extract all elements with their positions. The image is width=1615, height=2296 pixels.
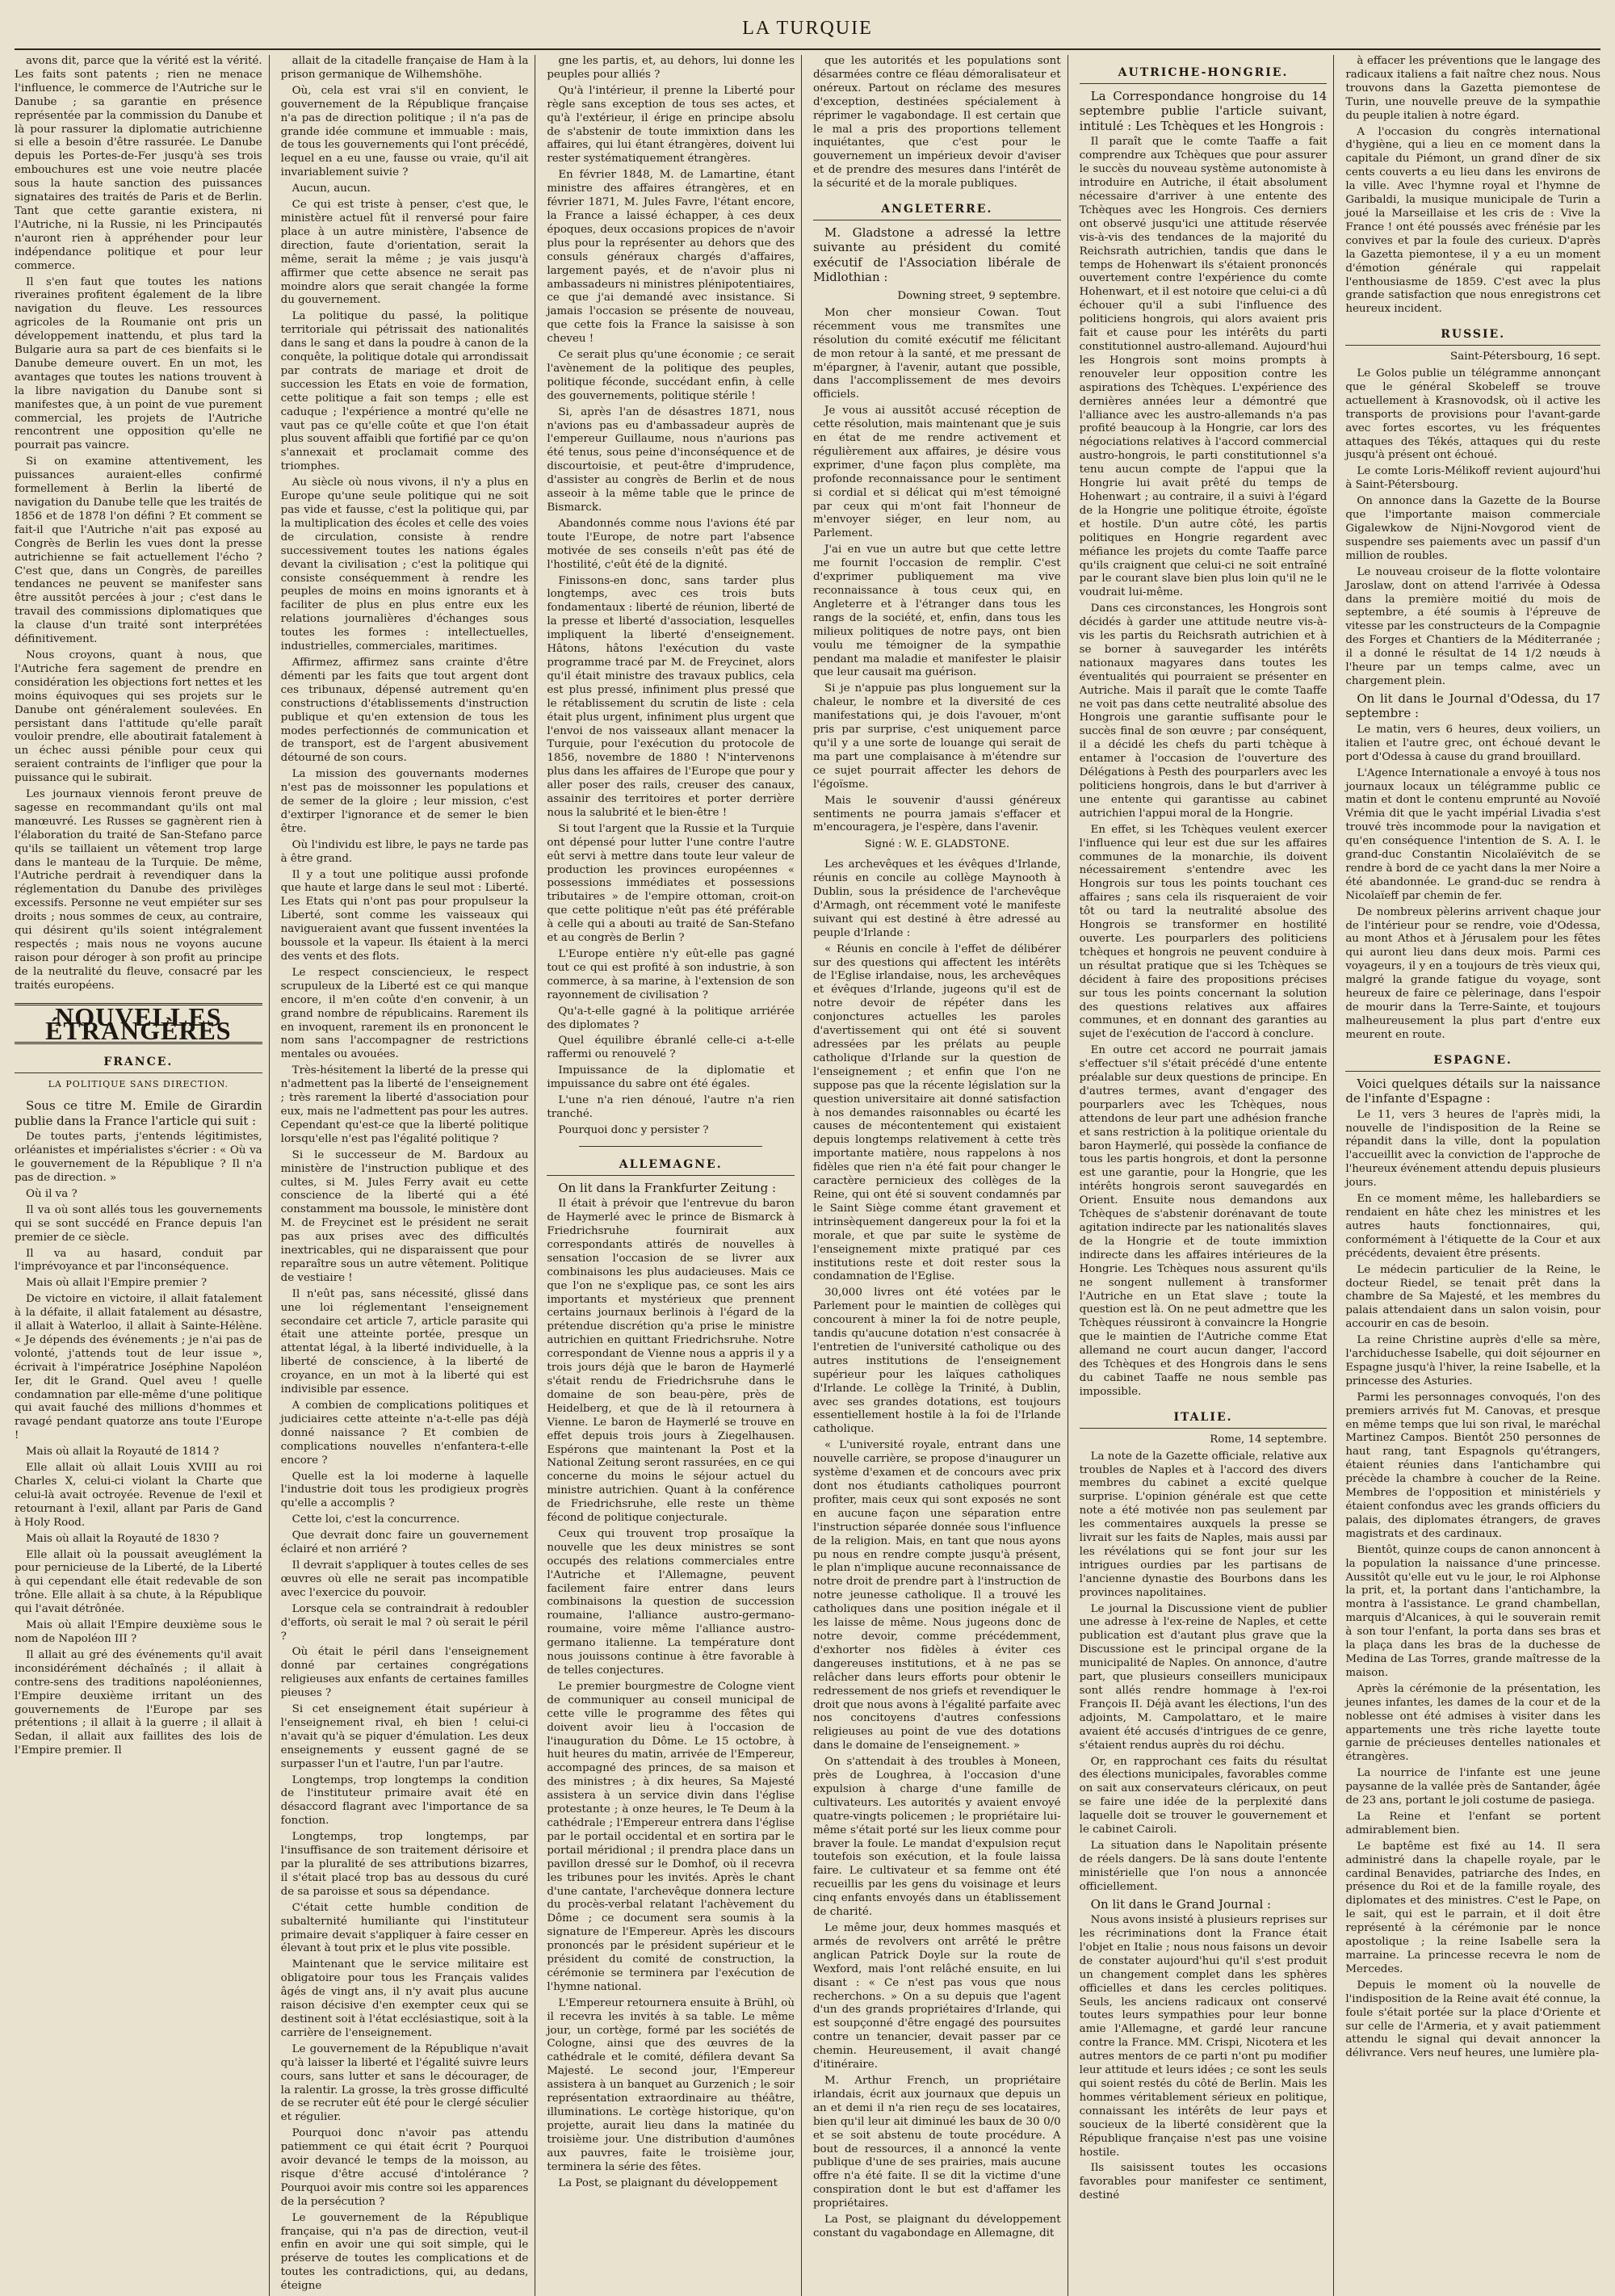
article-paragraph: C'était cette humble condition de subalternité humiliante qui l'instituteur primaire devait s'appliquer à faire cesser en élevant à tout prix et le plus vite possible.	[280, 1901, 529, 1955]
article-paragraph: Il allait au gré des événements qu'il avait inconsidérément déchaînés ; il allait à contre-sens des traditions napoléoniennes, l'Empire deuxième irritant un des gouvernements de l'Europe par ses prétentions ; il allait à la guerre ; il allait à Sedan, il allait aux faillites des lois de l'Empire premier. Il	[15, 1648, 262, 1757]
article-paragraph: En outre cet accord ne pourrait jamais s'effectuer s'il s'était précédé d'une entente préalable sur deux questions de principe. En d'autres termes, avant d'engager des pourparlers avec les Tchèques, nous attendons de leur part une adhésion franche et sans restriction à la politique orientale du baron Haymerlé, qui possède la confiance de tous les partis hongrois, et dont la personne est une garantie, pour la Hongrie, que les intérêts hongrois seront sauvegardés en Orient. Ensuite nous demandons aux Tchèques de s'abstenir dorénavant de toute agitation indirecte par les nationalités slaves de la Hongrie et de toute immixtion indirecte dans les affaires intérieures de la Hongrie. Les Tchèques nous assurent qu'ils ne songent nullement à transformer l'Autriche en un Etat slave ; toute la question est là. On ne peut admettre que les Tchèques réussiront à convaincre la Hongrie que le maintien de l'Autriche comme Etat allemand ne court aucun danger, l'accord des Tchèques et des Hongrois dans le sens du cabinet Taaffe ne nous semble pas impossible.	[1079, 1044, 1328, 1398]
article-paragraph: La note de la Gazette officiale, relative aux troubles de Naples et à l'accord des divers membres du cabinet a excité quelque surprise. L'opinion générale est que cette note a été motivée non pas seulement par les commentaires auxquels la presse se livrait sur les faits de Naples, mais aussi par les révélations qui se font jour sur les intrigues ourdies par les partisans de l'ancienne dynastie des Bourbons dans les provinces napolitaines.	[1079, 1450, 1328, 1599]
article-paragraph: L'Empereur retournera ensuite à Brühl, où il recevra les invités à sa table. Le même jour, un cortège, formé par les sociétés de Cologne, ainsi que des œuvres de la cathédrale et le comité, défilera devant Sa Majesté. Le second jour, l'Empereur assistera à un banquet au Gurzenich ; le soir représentation extraordinaire au théâtre, illuminations. Le cortège historique, qu'on projette, aurait lieu dans la matinée du troisième jour. Une distribution d'aumônes aux pauvres, faite le troisième jour, terminera la série des fêtes.	[547, 1996, 795, 2173]
article-paragraph: Il n'eût pas, sans nécessité, glissé dans une loi réglementant l'enseignement secondaire cet article 7, article parasite qui était une atteinte portée, presque un attentat légal, à la liberté individuelle, à la liberté de conscience, à la liberté de croyance, en un mot à la liberté qui est indivisible par essence.	[280, 1287, 529, 1396]
article-paragraph: Si, après l'an de désastres 1871, nous n'avions pas eu d'ambassadeur auprès de l'empereur Guillaume, nous n'aurions pas été tenus, sous peine d'inconséquence et de discourtoisie, et peut-être d'imprudence, d'assister au congrès de Berlin et de nous asseoir à la même table que le prince de Bismarck.	[547, 405, 795, 514]
article-paragraph: Si cet enseignement était supérieur à l'enseignement rival, eh bien ! celui-ci n'avait qu'à se piquer d'émulation. Les deux enseignements y eussent gagné de se surpasser l'un et l'autre, l'un par l'autre.	[280, 1703, 529, 1770]
article-paragraph: On s'attendait à des troubles à Moneen, près de Loughrea, à l'occasion d'une expulsion à charge d'une famille de cultivateurs. Les autorités y avaient envoyé quatre-vingts policemen ; le propriétaire lui-même s'était porté sur les lieux comme pour braver la foule. Le mandat d'expulsion reçut toutefois son exécution, et la foule laissa faire. Le cultivateur et sa femme ont été recueillis par les gens du voisinage et leurs cinq enfants envoyés dans un établissement de charité.	[812, 1756, 1061, 1919]
column-6	[1345, 55, 1600, 2296]
article-paragraph: Maintenant que le service militaire est obligatoire pour tous les Français valides âgés de vingt ans, il n'y avait plus aucune raison décisive d'en exempter ceux qui se destinent soit à l'état ecclésiastique, soit à la carrière de l'enseignement.	[280, 1958, 529, 2039]
article-paragraph: Nous avons insisté à plusieurs reprises sur les récriminations dont la France était l'objet en Italie ; nous nous faisons un devoir de constater aujourd'hui qu'il s'est produit un changement complet dans les sphères officielles et dans les cercles politiques. Seuls, les anciens radicaux ont conservé toutes leurs sympathies pour leur bonne amie l'Allemagne, et gardé leur rancune contre la France. MM. Crispi, Nicotera et les autres mentors de ce parti n'ont pu modifier leur attitude et leurs idées ; ce sont les seuls qui soient restés du côté de Berlin. Mais les hommes véritablement sérieux en politique, connaissant les intérêts de leur pays et soucieux de la liberté considèrent que la République française n'est pas une voisine hostile.	[1079, 1914, 1328, 2159]
article-paragraph: Affirmez, affirmez sans crainte d'être démenti par les faits que tout argent dont ces tribunaux, dépensé autrement qu'en constructions d'établissements d'instruction publique et qu'en extension de tous les modes perfectionnés de communication et de transport, est de l'argent abusivement détourné de son cours.	[280, 656, 529, 765]
article-paragraph: Le médecin particulier de la Reine, le docteur Riedel, se tenait prêt dans la chambre de Sa Majesté, et les membres du palais attendaient dans un salon voisin, pour accourir en cas de besoin.	[1345, 1263, 1600, 1331]
article-paragraph: Où était le péril dans l'enseignement donné par certaines congrégations religieuses aux enfants de certaines familles pieuses ?	[280, 1646, 529, 1700]
article-paragraph: Elle allait où la poussait aveuglément la pour pernicieuse de la Liberté, de la Liberté à qui cependant elle était redevable de son trône. Elle allait à sa chute, à la République qui l'avait détrônée.	[15, 1548, 262, 1616]
section-heading-russie: RUSSIE.	[1345, 328, 1600, 346]
article-paragraph: La politique du passé, la politique territoriale qui pétrissait des nationalités dans le sang et dans la poudre à canon de la conquête, la politique dotale qui arrondissait par contrats de mariage et droit de succession les Etats en voie de formation, cette politique a fait son temps ; elle est caduque ; l'expérience a montré qu'elle ne vaut pas ce qu'elle coûte et que l'on était plus souvent affaibli que fortifié par ce qu'on s'annexait et proclamait comme des triomphes.	[280, 310, 529, 473]
article-paragraph: Où, cela est vrai s'il en convient, le gouvernement de la République française n'a pas de direction politique ; il n'a pas de grande idée commune et immuable : mais, de tous les gouvernements qui l'ont précédé, lequel en a eu une, fausse ou vraie, qu'il ait invariablement suivie ?	[280, 84, 529, 179]
article-paragraph: « Réunis en concile à l'effet de délibérer sur des questions qui affectent les intérêts de l'Eglise irlandaise, nous, les archevêques et évêques d'Irlande, jugeons qu'il est de notre devoir de répéter dans les conjonctures actuelles les paroles d'avertissement qui ont été si souvent adressées par les prélats au peuple catholique d'Irlande sur la question de l'enseignement ; et enfin que l'on ne suppose pas que la récente législation sur la question universitaire ait donné satisfaction à nos demandes raisonnables ou écarté les causes de mécontentement qui existaient depuis longtemps relativement à cette très importante matière, nous rappelons à nos fidèles que rien n'a été fait pour changer le caractère pernicieux des collèges de la Reine, qui ont été si souvent condamnés par le Saint Siège comme étant gravement et intrinsèquement dangereux pour la foi et la morale, et que par suite le système de l'enseignement mixte pratiqué par ces institutions reste et doit rester sous la condamnation de l'Eglise.	[812, 942, 1061, 1283]
article-paragraph: Il était à prévoir que l'entrevue du baron de Haymerlé avec le prince de Bismarck à Friedrichsruhe fournirait aux correspondants attirés de nouvelles à sensation l'occasion de se livrer aux combinaisons les plus audacieuses. Mais ce que l'on ne s'explique pas, ce sont les airs importants et mystérieux que prennent certains journaux berlinois à l'égard de la prétendue discrétion qu'a prise le ministre autrichien en quittant Friedrichsruhe. Notre correspondant de Vienne nous a appris il y a trois jours déjà que le baron de Haymerlé s'était rendu de Friedrichsruhe dans le domaine de son beau-père, près de Heidelberg, et que de là il retournera à Vienne. Le baron de Haymerlé se trouve en effet depuis trois jours à Ziegelhausen. Espérons que maintenant la Post et la National Zeitung seront rassurées, en ce qui concerne du moins le séjour actuel du ministre autrichien. Quant à la conférence de Friedrichsruhe, elle reste un thème fécond de politique conjecturale.	[547, 1198, 795, 1525]
article-paragraph: que les autorités et les populations sont désarmées contre ce fléau démoralisateur et onéreux. Partout on réclame des mesures d'exception, destinées spécialement à réprimer le vagabondage. Il est certain que le mal a pris des proportions tellement inquiétantes, que c'est pour le gouvernement un impérieux devoir d'aviser et de prendre des mesures dans l'intérêt de la sécurité et de la morale publiques.	[812, 55, 1061, 191]
article-paragraph: En ce moment même, les hallebardiers se rendaient en hâte chez les ministres et les autres hauts fonctionnaires, qui, conformément à l'étiquette de la Cour et aux précédents, devaient être présents.	[1345, 1193, 1600, 1260]
article-paragraph: L'une n'a rien dénoué, l'autre n'a rien tranché.	[547, 1094, 795, 1120]
article-intro: On lit dans la Frankfurter Zeitung :	[558, 1180, 776, 1195]
column-3	[547, 55, 802, 2296]
article-paragraph: La Reine et l'enfant se portent admirablement bien.	[1345, 1810, 1600, 1836]
article-paragraph: Depuis le moment où la nouvelle de l'indisposition de la Reine avait été connue, la foule s'était portée sur la place d'Oriente et sur celle de l'Armeria, et y avait patiemment attendu le signal qui devait annoncer la délivrance. Vers neuf heures, une lumière pla-	[1345, 1979, 1600, 2060]
article-paragraph: 30,000 livres ont été votées par le Parlement pour le maintien de collèges qui concourent à miner la foi de notre peuple, tandis qu'aucune dotation n'est consacrée à l'entretien de l'université catholique ou des autres institutions de l'enseignement supérieur pour les laïques catholiques d'Irlande. Le collège la Trinité, à Dublin, avec ses grandes dotations, est toujours essentiellement hostile à la foi de l'Irlande catholique.	[812, 1287, 1061, 1436]
article-paragraph: gne les partis, et, au dehors, lui donne les peuples pour alliés ?	[547, 55, 795, 81]
article-paragraph: « L'université royale, entrant dans une nouvelle carrière, se propose d'inaugurer un système d'examen et de concours avec prix dont nos étudiants catholiques pourront profiter, mais ceux qui sont exposés ne sont en aucune façon une séparation entre l'instruction séparée donnée sous l'influence de la religion. Mais, en tant que nous ayons pu nous en rendre compte jusqu'à présent, le plan n'implique aucune reconnaissance de notre droit de prendre part à l'instruction de notre jeunesse catholique. Il a trouvé les catholiques dans une position inégale et il les laisse de même. Nous jugeons donc de notre devoir, comme précédemment, d'exhorter nos fidèles à éviter ces dangereuses institutions, et à ne pas se relâcher dans leurs efforts pour obtenir le redressement de nos griefs et revendiquer le droit que nous avons à l'égalité parfaite avec nos concitoyens d'autres confessions religieuses au point de vue des dotations dans le domaine de l'enseignement. »	[812, 1439, 1061, 1752]
article-subtitle: LA POLITIQUE SANS DIRECTION.	[48, 1079, 229, 1090]
article-paragraph: Mais où allait l'Empire premier ?	[26, 1277, 208, 1290]
article-paragraph: La Post, se plaignant du développement	[558, 2176, 778, 2189]
article-paragraph: Abandonnés comme nous l'avions été par toute l'Europe, de notre part l'absence motivée de ses conseils n'eût pas été de l'hostilité, c'eût été de la dignité.	[547, 517, 795, 571]
article-paragraph: Elle allait où allait Louis XVIII au roi Charles X, celui-ci violant la Charte que celui-là avait octroyée. Revenue de l'exil et retournant à l'exil, allant par Paris de Gand à Holy Rood.	[15, 1462, 262, 1529]
article-paragraph: Le gouvernement de la République française, qui n'a pas de direction, veut-il enfin en avoir une qui soit simple, qui le préserve de toutes les complications et de toutes les contradictions, qui, au dedans, éteigne	[280, 2211, 529, 2293]
article-paragraph: Le matin, vers 6 heures, deux voiliers, un italien et l'autre grec, ont échoué devant le port d'Odessa à cause du grand brouillard.	[1345, 723, 1600, 763]
article-paragraph: L'Agence Internationale a envoyé à tous nos journaux locaux un télégramme public ce matin et dont le contenu emprunté au Novoïé Vrémia dit que le yacht impérial Livadia s'est trouvé très incommode pour la navigation et qu'en conséquence l'intention de S. A. I. le grand-duc Constantin Nicolaïévitch de se rendre à bord de ce yacht dans la mer Noire a été abandonnée. Le grand-duc se rendra à Nicolaïeff par chemin de fer.	[1345, 766, 1600, 902]
section-heading-autriche-hongrie: AUTRICHE-HONGRIE.	[1080, 66, 1328, 84]
article-paragraph: Il va où sont allés tous les gouvernements qui se sont succédé en France depuis l'an premier de ce siècle.	[15, 1203, 262, 1244]
section-heading-italie: ITALIE.	[1080, 1411, 1328, 1429]
article-paragraph: La situation dans le Napolitain présente de réels dangers. De là sans doute l'entente ministérielle que l'on nous a annoncée officiellement.	[1079, 1839, 1328, 1893]
article-paragraph: Mais où allait l'Empire deuxième sous le nom de Napoléon III ?	[15, 1619, 262, 1645]
article-paragraph: avons dit, parce que la vérité est la vérité. Les faits sont patents ; rien ne menace l'influence, le commerce de l'Autriche sur le Danube ; sa garantie en présence représentée par la commission du Danube et là pour rassurer la diplomatie autrichienne si elle a besoin d'être rassurée. Le Danube depuis les Portes-de-Fer jusqu'à ses trois embouchures est une voie neutre placée sous la haute sanction des puissances signataires des traités de Paris et de Berlin. Tant que cette garantie existera, ni l'Autriche, ni la Russie, ni les Principautés n'auront rien à appréhender pour leur indépendance politique et pour leur commerce.	[15, 55, 262, 272]
article-paragraph: Le premier bourgmestre de Cologne vient de communiquer au conseil municipal de cette ville le programme des fêtes qui doivent avoir lieu à l'occasion de l'inauguration du Dôme. Le 15 octobre, à huit heures du matin, arrivée de l'Empereur, accompagné des princes, de sa maison et des ministres ; à dix heures, Sa Majesté assistera à un service divin dans l'église protestante ; à onze heures, le Te Deum à la cathédrale ; l'Empereur entrera dans l'église par le portail occidental et en sortira par le portail méridional ; il prendra place dans un pavillon dressé sur le Domhof, où il recevra les tribunes pour les invités. Après le chant d'une cantate, l'archevêque donnera lecture du procès-verbal relatant l'achèvement du Dôme ; ce document sera soumis à la signature de l'Empereur. Après les discours prononcés par le président supérieur et le président du comité de construction, la cérémonie se terminera par l'exécution de l'hymne national.	[547, 1680, 795, 1993]
article-paragraph: Longtemps, trop longtemps, par l'insuffisance de son traitement dérisoire et par la pluralité de ses attributions bizarres, il s'était placé trop bas au dessous du curé de sa paroisse et sous sa dépendance.	[280, 1831, 529, 1898]
article-paragraph: Aucun, aucun.	[292, 183, 371, 195]
article-paragraph: Nous croyons, quant à nous, que l'Autriche fera sagement de prendre en considération les objections fort nettes et les moins équivoques qui ses projets sur le Danube ont généralement soulevées. En persistant dans l'attitude qu'elle paraît vouloir prendre, elle aboutirait fatalement à un échec aussi pénible pour ceux qui seraient contraints de l'infliger que pour la puissance qui le subirait.	[15, 649, 262, 785]
article-paragraph: La Post, se plaignant du développement constant du vagabondage en Allemagne, dit	[812, 2214, 1061, 2239]
article-paragraph: Le 11, vers 3 heures de l'après midi, la nouvelle de l'indisposition de la Reine se répandit dans la ville, dont la population l'accueillit avec la conviction de l'approche de l'heureux événement attendu depuis plusieurs jours.	[1345, 1108, 1600, 1190]
section-heading-france: FRANCE.	[15, 1056, 262, 1073]
signature-line: Signé : W. E. GLADSTONE.	[864, 838, 1009, 851]
article-paragraph: Il y a tout une politique aussi profonde que haute et large dans le seul mot : Liberté. Les Etats qui n'ont pas pour propulseur la Liberté, sont comme les vaisseaux qui navigueraient avant que fussent inventées la boussole et la vapeur. Ils étaient à la merci des vents et des flots.	[280, 868, 529, 963]
article-paragraph: Mais où allait la Royauté de 1830 ?	[26, 1532, 220, 1545]
article-paragraph: Le respect consciencieux, le respect scrupuleux de la Liberté est ce qui manque encore, il m'en coûte d'en convenir, à un grand nombre de républicains. Rarement ils en invoquent, rarement ils en prononcent le nom sans l'accompagner de restrictions mentales ou avouées.	[280, 966, 529, 1061]
article-paragraph: Qu'à l'intérieur, il prenne la Liberté pour règle sans exception de tous ses actes, et qu'à l'extérieur, il érige en principe absolu de s'abstenir de toute immixtion dans les affaires, qui lui étant étrangères, doivent lui rester systématiquement étrangères.	[547, 84, 795, 166]
columns	[15, 50, 1600, 2293]
article-paragraph: J'ai en vue un autre but que cette lettre me fournit l'occasion de remplir. C'est d'exprimer publiquement ma vive reconnaissance à tous ceux qui, en Angleterre et à l'étranger dans tous les rangs de la société, et, enfin, dans tous les milieux politiques de notre pays, ont bien voulu me témoigner de la sympathie pendant ma maladie et manifester le plaisir que leur causait ma guérison.	[812, 544, 1061, 679]
article-paragraph: La nourrice de l'infante est une jeune paysanne de la vallée près de Santander, âgée de 23 ans, portant le joli costume de pasiega.	[1345, 1767, 1600, 1807]
article-paragraph: Il paraît que le comte Taaffe a fait comprendre aux Tchèques que pour assurer le succès du nouveau système autonomiste à introduire en Autriche, il était absolument nécessaire d'arriver à une entente des Tchèques avec les Hongrois. Ces derniers ont observé jusqu'ici une attitude réservée vis-à-vis des tendances de la majorité du Reichsrath autrichien, tandis que dans le temps de Hohenwart ils s'étaient prononcés ouvertement contre l'expérience du comte Hohenwart, et il est notoire que celui-ci a dû échouer qu'il a subi l'influence des politiciens hongrois, qui alors avaient pris fait et cause pour les intérêts du parti constitutionnel austro-allemand. Aujourd'hui les Hongrois sont moins prompts à renouveler leur opposition contre les aspirations des Tchèques. L'expérience des dernières années leur a démontré que l'alliance avec les austro-allemands n'a pas profité beaucoup à la Hongrie, car lors des négociations relatives à l'accord commercial austro-hongrois, le parti constitutionnel s'a tenu aucun compte de l'appui que la Hongrie lui avait prêté du temps de Hohenwart ; au contraire, il a suivi à l'égard de la Hongrie une politique étroite, égoïste et hostile. D'un autre côté, les partis politiques en Hongrie regardent avec méfiance les projets du comte Taaffe parce qu'ils craignent que celui-ci ne soit entraîné par le courant slave bien plus loin qu'il ne le voudrait lui-même.	[1079, 136, 1328, 599]
article-paragraph: à effacer les préventions que le langage des radicaux italiens a fait naître chez nous. Nous trouvons dans la Gazetta piemontese de Turin, une nouvelle preuve de la sympathie du peuple italien à notre égard.	[1345, 55, 1600, 122]
article-paragraph: Les journaux viennois feront preuve de sagesse en recommandant qu'ils ont mal manœuvré. Les Russes se gagnèrent rien à l'élaboration du traité de San-Stefano parce qu'ils se taillaient un vêtement trop large dans le manteau de la Turquie. De même, l'Autriche perdrait à revendiquer dans la réglementation du Danube des privilèges excessifs. Personne ne veut empiéter sur ses droits ; nous sommes de ceux, au contraire, qui désirent qu'ils soient intégralement respectés ; mais nous ne voyons aucune raison pour déroger à son profit au principe de la neutralité du fleuve, consacré par les traités européens.	[15, 788, 262, 992]
article-paragraph: Impuissance de la diplomatie et impuissance du sabre ont été égales.	[547, 1064, 795, 1091]
article-intro: Sous ce titre M. Emile de Girardin publie dans la France l'article qui suit :	[15, 1098, 262, 1128]
article-paragraph: La mission des gouvernants modernes n'est pas de moissonner les populations et de semer de la gloire ; leur mission, c'est d'extirper l'ignorance et de semer le bien être.	[280, 768, 529, 835]
article-paragraph: Le comte Loris-Mélikoff revient aujourd'hui à Saint-Pétersbourg.	[1345, 465, 1600, 492]
article-paragraph: Il devrait s'appliquer à toutes celles de ses œuvres où elle ne serait pas incompatible avec l'exercice du pouvoir.	[280, 1559, 529, 1599]
article-paragraph: M. Arthur French, un propriétaire irlandais, écrit aux journaux que depuis un an et demi il n'a rien reçu de ses locataires, bien qu'il leur ait diminué les baux de 30 0/0 et se soit abstenu de toute procédure. A bout de ressources, il a annoncé la vente publique d'une de ses prairies, mais aucune offre n'a été faite. Il se dit la victime d'une conspiration dont le but est d'affamer les propriétaires.	[812, 2074, 1061, 2210]
article-paragraph: Au siècle où nous vivons, il n'y a plus en Europe qu'une seule politique qui ne soit pas vide et fausse, c'est la politique qui, par la multiplication des écoles et celle des voies de circulation, consiste à rendre successivement toutes les nations égales devant la civilisation ; c'est la politique qui consiste conséquemment à rendre les peuples de moins en moins ignorants et à faciliter de plus en plus entre eux les relations journalières d'échanges sous toutes les formes : intellectuelles, industrielles, commerciales, maritimes.	[280, 476, 529, 653]
article-paragraph: On annonce dans la Gazette de la Bourse que l'importante maison commerciale Gigalewkow de Nijni-Novgorod vient de suspendre ses paiements avec un passif d'un million de roubles.	[1345, 495, 1600, 562]
article-paragraph: Il s'en faut que toutes les nations riveraines profitent également de la libre navigation du fleuve. Les ressources agricoles de la Roumanie ont pris un développement inattendu, et plus tard la Bulgarie aura sa part de ces bienfaits si le Danube demeure ouvert. En un mot, les avantages que toutes les nations trouvent à la libre navigation du Danube sont si manifestes que, à un point de vue purement commercial, les projets de l'Autriche rencontrent une opposition qu'elle ne pourrait pas vaincre.	[15, 275, 262, 452]
article-intro: M. Gladstone a adressé la lettre suivante au président du comité exécutif de l'Association libérale de Midlothian :	[812, 225, 1061, 285]
article-paragraph: Le même jour, deux hommes masqués et armés de revolvers ont arrêté le prêtre anglican Patrick Doyle sur la route de Wexford, mais l'ont relâché ensuite, en lui disant : « Ce n'est pas vous que nous recherchons. » On a su depuis que l'agent d'un des grands propriétaires d'Irlande, qui est soupçonné d'être engagé des poursuites contre un tenancier, devait passer par ce chemin. Heureusement, il avait changé d'itinéraire.	[812, 1922, 1061, 2071]
article-paragraph: Ils saisissent toutes les occasions favorables pour manifester ce sentiment, destiné	[1079, 2162, 1328, 2202]
article-paragraph: Or, en rapprochant ces faits du résultat des élections municipales, favorables comme on sait aux conservateurs cléricaux, on peut se faire une idée de la perplexité dans laquelle doit se trouver le gouvernement et le cabinet Cairoli.	[1079, 1755, 1328, 1836]
article-paragraph: allait de la citadelle française de Ham à la prison germanique de Wilhemshöhe.	[280, 55, 529, 81]
article-paragraph: Ce qui est triste à penser, c'est que, le ministère actuel fût il renversé pour faire place à un autre ministère, l'absence de direction, faute d'orientation, serait la même, serait la même ; je vais jusqu'à affirmer que cette absence ne serait pas moindre alors que serait changée la forme du gouvernement.	[280, 199, 529, 307]
article-intro: La Correspondance hongroise du 14 septembre publie l'article suivant, intitulé : Les Tchèques et les Hongrois :	[1079, 88, 1328, 133]
newspaper-title: LA TURQUIE	[742, 17, 873, 39]
article-paragraph: Mais le souvenir d'aussi généreux sentiments ne pourra jamais s'effacer et m'encouragera, je l'espère, dans l'avenir.	[812, 794, 1061, 834]
article-paragraph: Lorsque cela se contraindrait à redoubler d'efforts, où serait le mal ? où serait le péril ?	[280, 1602, 529, 1643]
column-4	[813, 55, 1068, 2296]
article-paragraph: Quelle est la loi moderne à laquelle l'industrie doit tous les prodigieux progrès qu'elle a accomplis ?	[280, 1470, 529, 1510]
article-paragraph: Bientôt, quinze coups de canon annoncent à la population la naissance d'une princesse. Aussitôt qu'elle eut vu le jour, le roi Alphonse la prit, et, la portant dans l'antichambre, la montra à l'assistance. Le grand chambellan, marquis d'Alcanices, à qui le souverain remit à son tour l'enfant, la porta dans ses bras et la plaça dans les bras de la duchesse de Medina de Las Torres, grande maîtresse de la maison.	[1345, 1543, 1600, 1679]
article-paragraph: De toutes parts, j'entends légitimistes, orléanistes et impérialistes s'écrier : « Où va le gouvernement de la République ? Il n'a pas de direction. »	[15, 1131, 262, 1184]
article-paragraph: Où l'individu est libre, le pays ne tarde pas à être grand.	[280, 838, 529, 865]
article-intro: Voici quelques détails sur la naissance de l'infante d'Espagne :	[1345, 1076, 1600, 1106]
article-paragraph: De nombreux pèlerins arrivent chaque jour de l'intérieur pour se rendre, voie d'Odessa, au mont Athos et à Jérusalem pour les fêtes qui auront lieu dans deux mois. Parmi ces voyageurs, il y en a toujours de très vieux qui, malgré la grande fatigue du voyage, sont heureux de faire ce pèlerinage, dans l'espoir de mourir dans la Terre-Sainte, et toujours malheureusement la plus part d'entre eux meurent en route.	[1345, 905, 1600, 1041]
section-heading-allemagne: ALLEMAGNE.	[547, 1158, 795, 1176]
article-paragraph: Si je n'appuie pas plus longuement sur la chaleur, le nombre et la diversité de ces manifestations qui, je dois l'avouer, m'ont pris par surprise, c'est uniquement parce qu'il y a une sorte de louange qui serait de ma part une complaisance à m'étendre sur ce sujet pourrait affecter les dehors de l'égoïsme.	[812, 682, 1061, 791]
masthead	[15, 8, 1600, 50]
article-paragraph: Où il va ?	[26, 1187, 78, 1200]
article-paragraph: Je vous ai aussitôt accusé réception de cette résolution, mais maintenant que je suis en état de me rendre activement et régulièrement aux affaires, je désire vous exprimer, d'une façon plus complète, ma profonde reconnaissance pour le sentiment si cordial et si délicat qui m'est témoigné par ceux qui m'ont fait l'honneur de m'envoyer siéger, en leur nom, au Parlement.	[812, 405, 1061, 540]
article-paragraph: Très-hésitement la liberté de la presse qui n'admettent pas la liberté de l'enseignement ; très rarement la liberté d'association pour eux, mais ne l'admettent pas pour les autres. Cependant qu'est-ce que la liberté politique lorsqu'elle n'est pas l'égalité politique ?	[280, 1064, 529, 1145]
article-paragraph: Le Golos publie un télégramme annonçant que le général Skobeleff se trouve actuellement à Krasnovodsk, où il active les transports de provisions pour l'avant-garde avec fortes escortes, vu les fréquentes attaques des Tékés, attaques qui du reste jusqu'à présent ont échoué.	[1345, 367, 1600, 462]
divider	[579, 1146, 762, 1147]
article-paragraph: Quel équilibre ébranlé celle-ci a-t-elle raffermi ou renouvelé ?	[547, 1035, 795, 1061]
article-paragraph: Les archevêques et les évêques d'Irlande, réunis en concile au collège Maynooth à Dublin, sous la présidence de l'archevêque d'Armagh, ont récemment voté le manifeste suivant qui est destiné à être adressé au peuple d'Irlande :	[812, 858, 1061, 939]
article-paragraph: Parmi les personnages convoqués, l'on des premiers arrivés fut M. Canovas, et presque en même temps que lui son rival, le maréchal Martinez Campos. Bientôt 250 personnes de haut rang, tant Espagnols qu'étrangers, étaient réunies dans l'antichambre qui précède la chambre à coucher de la Reine. Membres de l'opposition et ministériels y étaient confondus avec les grands officiers du palais, des diplomates étrangers, de graves magistrats et des cardinaux.	[1345, 1391, 1600, 1540]
article-paragraph: La reine Christine auprès d'elle sa mère, l'archiduchesse Isabelle, qui doit séjourner en Espagne jusqu'à l'hiver, la reine Isabelle, et la princesse des Asturies.	[1345, 1334, 1600, 1387]
article-paragraph: Si tout l'argent que la Russie et la Turquie ont dépensé pour lutter l'une contre l'autre eût servi à mettre dans toute leur valeur de production les provinces européennes « possessions immédiates et possessions tributaires » de l'empire ottoman, croit-on que cette politique n'eût pas été préférable à celle qui a abouti au traité de San-Stefano et au congrès de Berlin ?	[547, 822, 795, 945]
article-paragraph: Que devrait donc faire un gouvernement éclairé et non arriéré ?	[280, 1530, 529, 1556]
article-paragraph: Mon cher monsieur Cowan. Tout récemment vous me transmîtes une résolution du comité exécutif me félicitant de mon retour à la santé, et me pressant de m'épargner, à l'avenir, autant que possible, dans l'accomplissement de mes devoirs officiels.	[812, 306, 1061, 401]
dateline: Rome, 14 septembre.	[1210, 1433, 1328, 1446]
article-paragraph: Il va au hasard, conduit par l'imprévoyance et par l'inconséquence.	[15, 1247, 262, 1274]
article-paragraph: Ceux qui trouvent trop prosaïque la nouvelle que les deux ministres se sont occupés des relations commerciales entre l'Autriche et l'Allemagne, peuvent facilement faire entrer dans leurs combinaisons la question de succession roumaine, l'alliance austro-germano-roumaine, voire même l'alliance austro-germano italienne. La température dont nous jouissons continue à être favorable à de telles conjectures.	[547, 1527, 795, 1677]
section-heading-angleterre: ANGLETERRE.	[813, 203, 1061, 220]
article-paragraph: Le baptême est fixé au 14. Il sera administré dans la chapelle royale, par le cardinal Benavides, patriarche des Indes, en présence du Roi et de la famille royale, des diplomates et des ministres. C'est le Pape, on le sait, qui est le parrain, et il doit être représenté à la cérémonie par le nonce apostolique ; la reine Isabelle sera la marraine. La princesse recevra le nom de Mercedes.	[1345, 1840, 1600, 1975]
column-1	[15, 55, 270, 2296]
dateline: Downing street, 9 septembre.	[897, 289, 1061, 302]
article-paragraph: Le gouvernement de la République n'avait qu'à laisser la liberté et l'égalité suivre leurs cours, sans lutter et sans le décourager, de la ralentir. La grosse, la très grosse difficulté de se recruter eût été pour le clergé séculier et régulier.	[280, 2042, 529, 2124]
article-intro: On lit dans le Grand Journal :	[1090, 1896, 1272, 1912]
article-paragraph: Pourquoi donc y persister ?	[558, 1123, 709, 1136]
article-paragraph: En effet, si les Tchèques veulent exercer l'influence qui leur est due sur les affaires communes de la monarchie, ils doivent nécessairement s'entendre avec les Hongrois sur tous les points touchant ces affaires ; sans cela ils risqueraient de voir tôt ou tard la neutralité absolue des Hongrois se transformer en hostilité ouverte. Les pourparlers des politiciens tchèques et hongrois ne peuvent conduire à un résultat pratique que si les Tchèques se décident à faire des propositions précises sur tous les points concernant la solution des questions relatives aux affaires communes, et en donnant des garanties au sujet de l'exécution de l'accord à conclure.	[1079, 823, 1328, 1041]
article-paragraph: Finissons-en donc, sans tarder plus longtemps, avec ces trois buts fondamentaux : liberté de réunion, liberté de la presse et liberté d'association, lesquelles impliquent la liberté d'enseignement. Hâtons, hâtons l'exécution du vaste programme tracé par M. de Freycinet, alors qu'il était ministre des travaux publics, cela est plus pressé, infiniment plus pressé que le rétablissement du scrutin de liste : cela était plus urgent, infiniment plus urgent que l'envoi de nos vaisseaux allant menacer la Turquie, pour l'exécution du protocole de 1856, novembre de 1880 ! N'intervenons plus dans les affaires de l'Europe que pour y aller poser des rails, creuser des canaux, assainir des territoires et porter derrière nous la salubrité et le bien-être !	[547, 574, 795, 819]
column-2	[281, 55, 536, 2296]
article-paragraph: Pourquoi donc n'avoir pas attendu patiemment ce qui était écrit ? Pourquoi avoir devancé le temps de la moisson, au risque d'être accusé d'intolérance ? Pourquoi avoir mis contre soi les apparences de la persécution ?	[280, 2127, 529, 2208]
article-paragraph: Après la cérémonie de la présentation, les jeunes infantes, les dames de la cour et de la noblesse ont été admises à visiter dans les appartements une très riche layette toute garnie de précieuses dentelles nationales et étrangères.	[1345, 1682, 1600, 1764]
article-paragraph: Cette loi, c'est la concurrence.	[292, 1513, 460, 1526]
article-paragraph: Mais où allait la Royauté de 1814 ?	[26, 1446, 220, 1459]
article-paragraph: Ce serait plus qu'une économie ; ce serait l'avènement de la politique des peuples, politique féconde, succédant enfin, à celle des gouvernements, politique stérile !	[547, 349, 795, 402]
column-5	[1080, 55, 1335, 2296]
article-paragraph: Si le successeur de M. Bardoux au ministère de l'instruction publique et des cultes, si M. Jules Ferry avait eu cette conscience de la liberté qui a été constamment ma boussole, le ministère dont M. de Freycinet est le président ne serait pas aux prises avec des difficultés inextricables, qui ne disparaissent que pour reparaître sous un autre vêtement. Politique de vestiaire !	[280, 1148, 529, 1284]
section-heading-foreign-news: NOUVELLES ÉTRANGÈRES	[15, 1003, 262, 1045]
article-paragraph: Dans ces circonstances, les Hongrois sont décidés à garder une attitude neutre vis-à-vis les partis du Reichsrath autrichien et à se borner à sauvegarder les intérêts nationaux magyares dans toutes les éventualités qui pourraient se présenter en Autriche. Mais il paraît que le comte Taaffe ne voit pas dans cette neutralité absolue des Hongrois une garantie suffisante pour le succès final de son œuvre ; par conséquent, il a décidé les chefs du parti tchèque à entamer à l'occasion de l'ouverture des Délégations à Pesth des pourparlers avec les politiciens hongrois, dans le but d'arriver à une entente qui garantisse au cabinet autrichien l'appui moral de la Hongrie.	[1079, 602, 1328, 820]
section-heading-espagne: ESPAGNE.	[1345, 1054, 1600, 1072]
article-paragraph: De victoire en victoire, il allait fatalement à la défaite, il allait fatalement au désastre, il allait à Waterloo, il allait à Sainte-Hélène. « Je dépends des événements ; je n'ai pas de volonté, j'attends tout de leur issue », écrivait à l'impératrice Joséphine Napoléon Ier, dit le Grand. Quel aveu ! quelle condamnation par elle-même d'une politique qui avait fauché des millions d'hommes et ravagé pendant quatorze ans toute l'Europe !	[15, 1293, 262, 1442]
article-paragraph: A combien de complications politiques et judiciaires cette atteinte n'a-t-elle pas déjà donné naissance ? Et combien de complications nouvelles n'enfantera-t-elle encore ?	[280, 1400, 529, 1467]
article-paragraph: Longtemps, trop longtemps la condition de l'instituteur primaire avait été en désaccord flagrant avec l'importance de sa fonction.	[280, 1773, 529, 1828]
article-paragraph: Si on examine attentivement, les puissances auraient-elles confirmé formellement à Berlin la liberté de navigation du Danube telle que les traités de 1856 et de 1878 l'on défini ? Et comment se fait-il que l'Autriche n'ait pas exposé au Congrès de Berlin les vues dont la presse autrichienne se fait actuellement l'écho ? C'est que, dans un Congrès, de pareilles tendances ne peuvent se manifester sans être aussitôt percées à jour ; c'est dans le travail des commissions diplomatiques que la clause d'un traité sont interprétées définitivement.	[15, 455, 262, 646]
article-intro: On lit dans le Journal d'Odessa, du 17 septembre :	[1345, 690, 1600, 721]
article-paragraph: L'Europe entière n'y eût-elle pas gagné tout ce qui est profité à son industrie, à son commerce, à sa marine, à l'extension de son rayonnement de civilisation ?	[547, 948, 795, 1001]
article-paragraph: Le journal la Discussione vient de publier une adresse à l'ex-reine de Naples, et cette publication est d'autant plus grave que la Discussione est le principal organe de la municipalité de Naples. On annonce, d'autre part, que plusieurs conseillers municipaux sont allés rendre hommage à l'ex-roi François II. Déjà avant les élections, l'un des adjoints, M. Campolattaro, et le maire avaient été accusés d'intrigues de ce genre, s'étaient rendus auprès du roi déchu.	[1079, 1602, 1328, 1752]
article-paragraph: A l'occasion du congrès international d'hygiène, qui a lieu en ce moment dans la capitale du Piémont, un grand dîner de six cents couverts a eu lieu dans les environs de la ville. Avec l'hymne royal et l'hymne de Garibaldi, la musique municipale de Turin a joué la Marseillaise et les cris de : Vive la France ! ont été poussés avec frénésie par les convives et par la foule des curieux. D'après la Gazetta piemontese, il y a eu un moment d'émotion générale qui rappelait l'enthousiasme de 1859. C'est avec la plus grande satisfaction que nous enregistrons cet heureux incident.	[1345, 125, 1600, 316]
dateline: Saint-Pétersbourg, 16 sept.	[1450, 350, 1600, 363]
article-paragraph: Le nouveau croiseur de la flotte volontaire Jaroslaw, dont on attend l'arrivée à Odessa dans la première moitié du mois de septembre, a été soumis à l'épreuve de vitesse par les constructeurs de la Compagnie des Forges et Chantiers de la Méditerranée ; il a donné le résultat de 14 1/2 nœuds à l'heure par un temps calme, avec un chargement plein.	[1345, 565, 1600, 687]
article-paragraph: Qu'a-t-elle gagné à la politique arriérée des diplomates ?	[547, 1005, 795, 1031]
article-paragraph: En février 1848, M. de Lamartine, étant ministre des affaires étrangères, et en février 1871, M. Jules Favre, l'étant encore, la France a laissé échapper, à ces deux époques, deux occasions propices de n'avoir plus pour la représenter au dehors que des consuls généraux chargés d'affaires, largement payés, et de n'avoir plus ni ambassadeurs ni ministres plénipotentiaires, ce que j'ai demandé avec insistance. Si jamais l'occasion se présente de nouveau, que cette fois la France la saisisse à son cheveu !	[547, 169, 795, 346]
